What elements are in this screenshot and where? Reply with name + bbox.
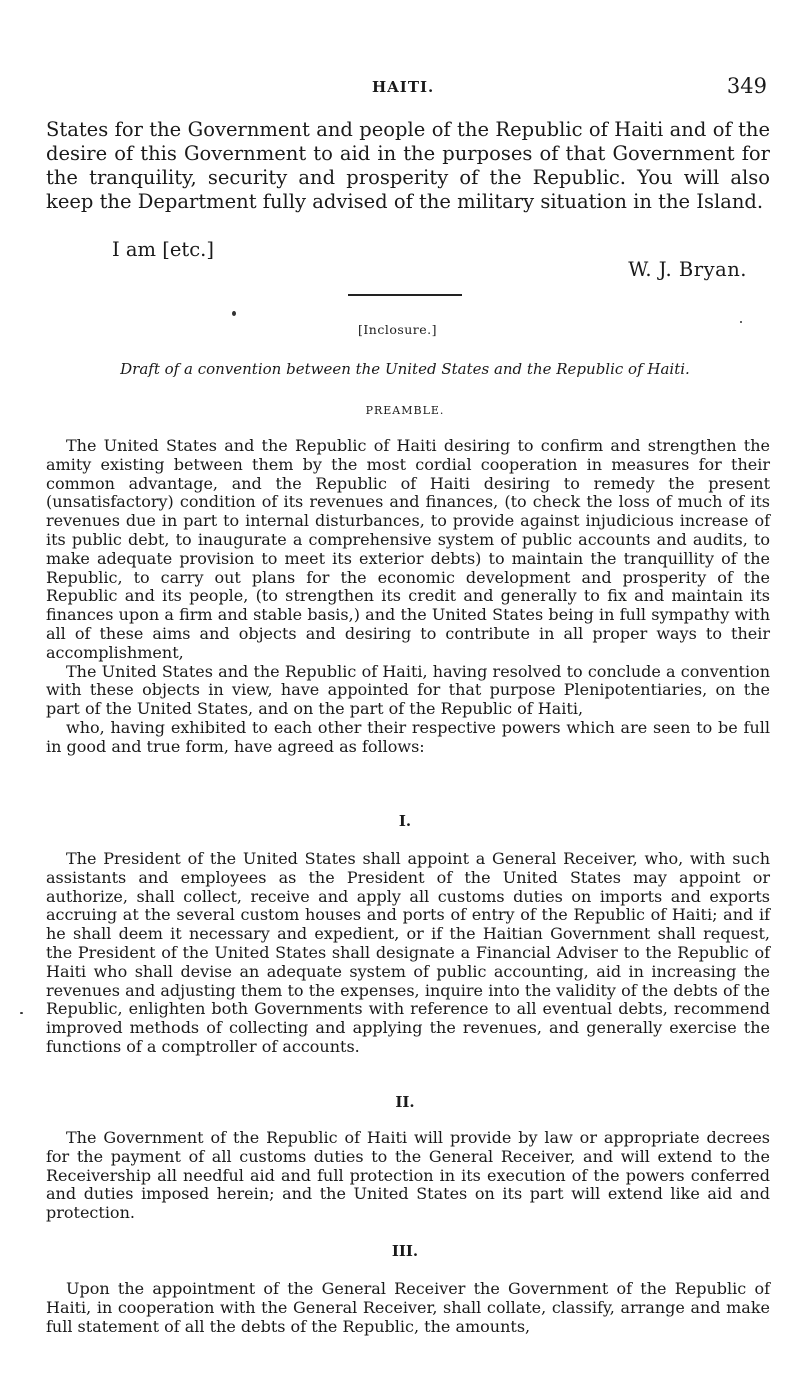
article-paragraph: The Government of the Republic of Haiti will provide by law or appropriate decrees for the payment of all customs duties to the General Receiver, and will extend to the Receivership all needful aid and full protection in its execution of the powers conferred and duties imposed herein; and the United States on its part will extend like aid and protection. [46, 1128, 770, 1223]
section-divider [348, 294, 462, 296]
letter-body-text: States for the Government and people of the Republic of Haiti and of the desire of this Government to aid in the purposes of that Government for the tranquility, security and prosperity of the Republic. You will also keep the Department fully advised of the military situation in the Island. [46, 118, 770, 213]
signature: W. J. Bryan. [628, 258, 747, 281]
article-heading: II. [395, 1093, 415, 1111]
convention-title: Draft of a convention between the United States and the Republic of Haiti. [120, 360, 690, 378]
preamble-section [46, 437, 770, 757]
preamble-paragraph: who, having exhibited to each other their respective powers which are seen to be full in good and true form, have agreed as follows: [46, 717, 770, 756]
article-section [46, 1129, 770, 1223]
page-number: 349 [726, 74, 767, 98]
print-speck [232, 311, 236, 316]
preamble-paragraph: The United States and the Republic of Haiti, having resolved to conclude a convention with these objects in view, have appointed for that purpose Plenipotentiaries, on the part of the United States, and on the part of the Republic of Haiti, [46, 661, 770, 719]
running-header [0, 74, 795, 104]
article-paragraph: The President of the United States shall appoint a General Receiver, who, with such assistants and employees as the President of the United States may appoint or authorize, shall collect, receive and apply all customs duties on imports and exports accruing at the several custom houses and ports of entry of the Republic of Haiti; and if he shall deem it necessary and expedient, or if the Haitian Government shall request, the President of the United States shall designate a Financial Adviser to the Republic of Haiti who shall devise an adequate system of public accounting, aid in increasing the revenues and adjusting them to the expenses, inquire into the validity of the debts of the Republic, enlighten both Governments with reference to all eventual debts, recommend improved methods of collecting and applying the revenues, and generally exercise the functions of a comptroller of accounts. [46, 849, 770, 1056]
article-paragraph: Upon the appointment of the General Receiver the Government of the Republic of Haiti, in cooperation with the General Receiver, shall collate, classify, arrange and make full statement of all the debts of the Republic, the amounts, [46, 1279, 770, 1336]
print-speck [740, 321, 742, 323]
enclosure-label: [Inclosure.] [357, 322, 438, 337]
preamble-paragraph: The United States and the Republic of Haiti desiring to confirm and strengthen the amity existing between them by the most cordial cooperation in measures for their common advantage, and the Republic of Haiti desiring to remedy the present (unsatisfactory) condition of its revenues and finances, (to check the loss of much of its revenues due in part to internal disturbances, to provide against injudicious increase of its public debt, to inaugurate a comprehensive system of public accounts and audits, to make adequate provision to meet its exterior debts) to maintain the tranquillity of the Republic, to carry out plans for the economic development and prosperity of the Republic and its people, (to strengthen its credit and generally to fix and maintain its finances upon a firm and stable basis,) and the United States being in full sympathy with all of these aims and objects and desiring to contribute in all proper ways to their accomplishment, [46, 436, 770, 662]
letter-closing: I am [etc.] [112, 238, 214, 261]
article-heading: I. [398, 812, 412, 830]
running-title: HAITI. [372, 78, 435, 96]
article-section [46, 1280, 770, 1336]
article-section [46, 850, 770, 1057]
article-heading: III. [391, 1242, 419, 1260]
preamble-heading: PREAMBLE. [365, 404, 445, 417]
print-speck [20, 1012, 23, 1014]
